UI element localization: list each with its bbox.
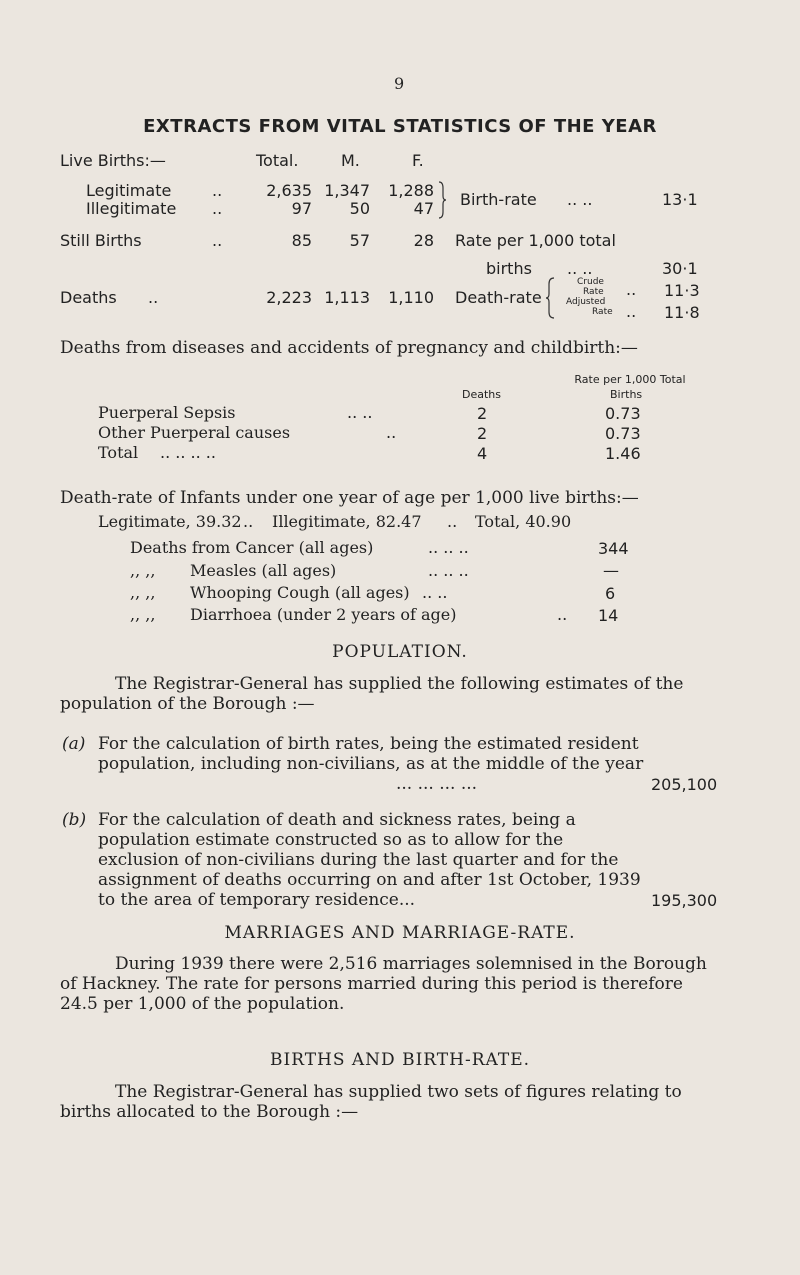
pregnancy-total-deaths: 4 (477, 444, 488, 463)
other-puerperal-rate: 0.73 (605, 424, 641, 443)
col-m-header: M. (341, 151, 360, 170)
measles-ditto: ,, ,, (130, 561, 156, 580)
marriages-heading-text: MARRIAGES AND MARRIAGE-RATE. (224, 923, 576, 943)
col-f-header: F. (412, 151, 424, 170)
diarrhoea-label: Diarrhoea (under 2 years of age) (190, 605, 457, 624)
page-title (0, 116, 800, 137)
page-title-text: EXTRACTS FROM VITAL STATISTICS OF THE YEAR (143, 116, 657, 137)
population-a-leader: ... ... ... ... (396, 774, 478, 794)
brace-icon (437, 180, 447, 220)
crude-leader: .. (626, 280, 637, 299)
pregnancy-col-rate-header (560, 373, 700, 386)
pregnancy-total-leader: .. .. .. .. (160, 443, 216, 462)
live-births-label: Live Births:— (60, 151, 166, 170)
infant-total: Total, 40.90 (475, 512, 572, 531)
other-puerperal-leader: .. (386, 423, 397, 442)
adjusted-label: Adjusted (566, 297, 606, 307)
whooping-ditto: ,, ,, (130, 583, 156, 602)
marriages-text: During 1939 there were 2,516 marriages solemnised in the Borough of Hackney. The rate for persons married during this period is therefore 24.5 per 1,000 of the population. (60, 954, 707, 1014)
births-heading (0, 1050, 800, 1070)
puerperal-sepsis-label: Puerperal Sepsis (98, 403, 236, 422)
still-births-m: 57 (349, 231, 370, 250)
page-number: 9 (394, 74, 405, 93)
infant-leader-1: .. (243, 512, 254, 531)
population-heading-text: POPULATION. (332, 642, 468, 662)
infant-illegitimate: Illegitimate, 82.47 (272, 512, 422, 531)
diarrhoea-leader: .. (557, 605, 568, 624)
population-a-text: For the calculation of birth rates, being the estimated resident population, including non-civilians, as at the middle of the year (98, 734, 644, 774)
still-births-total: 85 (291, 231, 312, 250)
births-heading-text: BIRTHS AND BIRTH-RATE. (269, 1050, 531, 1070)
infant-heading: Death-rate of Infants under one year of age per 1,000 live births:— (60, 488, 639, 508)
legitimate-f: 1,288 (388, 181, 434, 200)
deaths-label: Deaths (60, 288, 117, 307)
legitimate-label: Legitimate (86, 181, 172, 200)
puerperal-sepsis-deaths: 2 (477, 404, 488, 423)
pregnancy-col-deaths-header: Deaths (462, 388, 501, 401)
birth-rate-leader: .. .. (567, 190, 593, 209)
legitimate-m: 1,347 (324, 181, 370, 200)
illegitimate-total: 97 (291, 199, 312, 218)
birth-rate-label: Birth-rate (460, 190, 537, 209)
pregnancy-total-label: Total (98, 443, 139, 462)
legitimate-total: 2,635 (266, 181, 312, 200)
illegitimate-m: 50 (349, 199, 370, 218)
births-leader: .. .. (567, 259, 593, 278)
population-a-value: 205,100 (651, 775, 718, 794)
puerperal-sepsis-rate: 0.73 (605, 404, 641, 423)
births-label: births (486, 259, 532, 278)
still-births-label: Still Births (60, 231, 142, 250)
births-text: The Registrar-General has supplied two sets of figures relating to births allocated to the Borough :— (60, 1082, 682, 1122)
brace-icon (545, 276, 555, 320)
population-b-text: For the calculation of death and sickness rates, being a population estimate constructed so as to allow for the exclusion of non-civilians during the last quarter and for the assignment of deaths occurring on and after 1st October, 1939 to the area of temporary residence... (98, 810, 641, 910)
pregnancy-heading: Deaths from diseases and accidents of pregnancy and childbirth:— (60, 338, 638, 358)
still-births-f: 28 (413, 231, 434, 250)
marriages-heading (0, 923, 800, 943)
rate-label-1: Rate (583, 287, 604, 297)
population-heading (0, 642, 800, 662)
puerperal-sepsis-leader: .. .. (347, 403, 373, 422)
diarrhoea-value: 14 (598, 606, 619, 625)
whooping-cough-label: Whooping Cough (all ages) (190, 583, 410, 602)
other-puerperal-deaths: 2 (477, 424, 488, 443)
population-intro: The Registrar-General has supplied the following estimates of the population of the Borough :— (60, 674, 684, 714)
infant-legitimate: Legitimate, 39.32 (98, 512, 242, 531)
cancer-deaths-label: Deaths from Cancer (all ages) (130, 538, 374, 557)
still-rate-value: 30·1 (662, 259, 698, 278)
pregnancy-col-rate-line2: Births (610, 388, 643, 401)
death-rate-label: Death-rate (455, 288, 542, 307)
deaths-total: 2,223 (266, 288, 312, 307)
population-b-label: (b) (62, 810, 87, 830)
diarrhoea-ditto: ,, ,, (130, 605, 156, 624)
birth-rate-value: 13·1 (662, 190, 698, 209)
measles-label: Measles (all ages) (190, 561, 337, 580)
deaths-m: 1,113 (324, 288, 370, 307)
illegitimate-f: 47 (413, 199, 434, 218)
cancer-deaths-leader: .. .. .. (428, 538, 469, 557)
deaths-leader: .. (148, 288, 159, 307)
pregnancy-col-rate-line1: Rate per 1,000 Total (574, 373, 686, 386)
population-a-label: (a) (62, 734, 86, 754)
rate-per-label: Rate per 1,000 total (455, 231, 616, 250)
deaths-f: 1,110 (388, 288, 434, 307)
illegitimate-leader: .. (212, 199, 223, 218)
cancer-deaths-value: 344 (598, 539, 629, 558)
population-b-value: 195,300 (651, 891, 718, 910)
still-births-leader: .. (212, 231, 223, 250)
col-total-header: Total. (256, 151, 299, 170)
adjusted-rate-value: 11·8 (664, 303, 700, 322)
illegitimate-label: Illegitimate (86, 199, 177, 218)
measles-value: — (603, 561, 619, 580)
crude-rate-value: 11·3 (664, 281, 700, 300)
whooping-cough-leader: .. .. (422, 583, 448, 602)
whooping-cough-value: 6 (605, 584, 616, 603)
adjusted-leader: .. (626, 302, 637, 321)
crude-label: Crude (577, 277, 604, 287)
legitimate-leader: .. (212, 181, 223, 200)
infant-leader-2: .. (447, 512, 458, 531)
rate-label-2: Rate (592, 307, 613, 317)
measles-leader: .. .. .. (428, 561, 469, 580)
pregnancy-total-rate: 1.46 (605, 444, 641, 463)
other-puerperal-label: Other Puerperal causes (98, 423, 291, 442)
